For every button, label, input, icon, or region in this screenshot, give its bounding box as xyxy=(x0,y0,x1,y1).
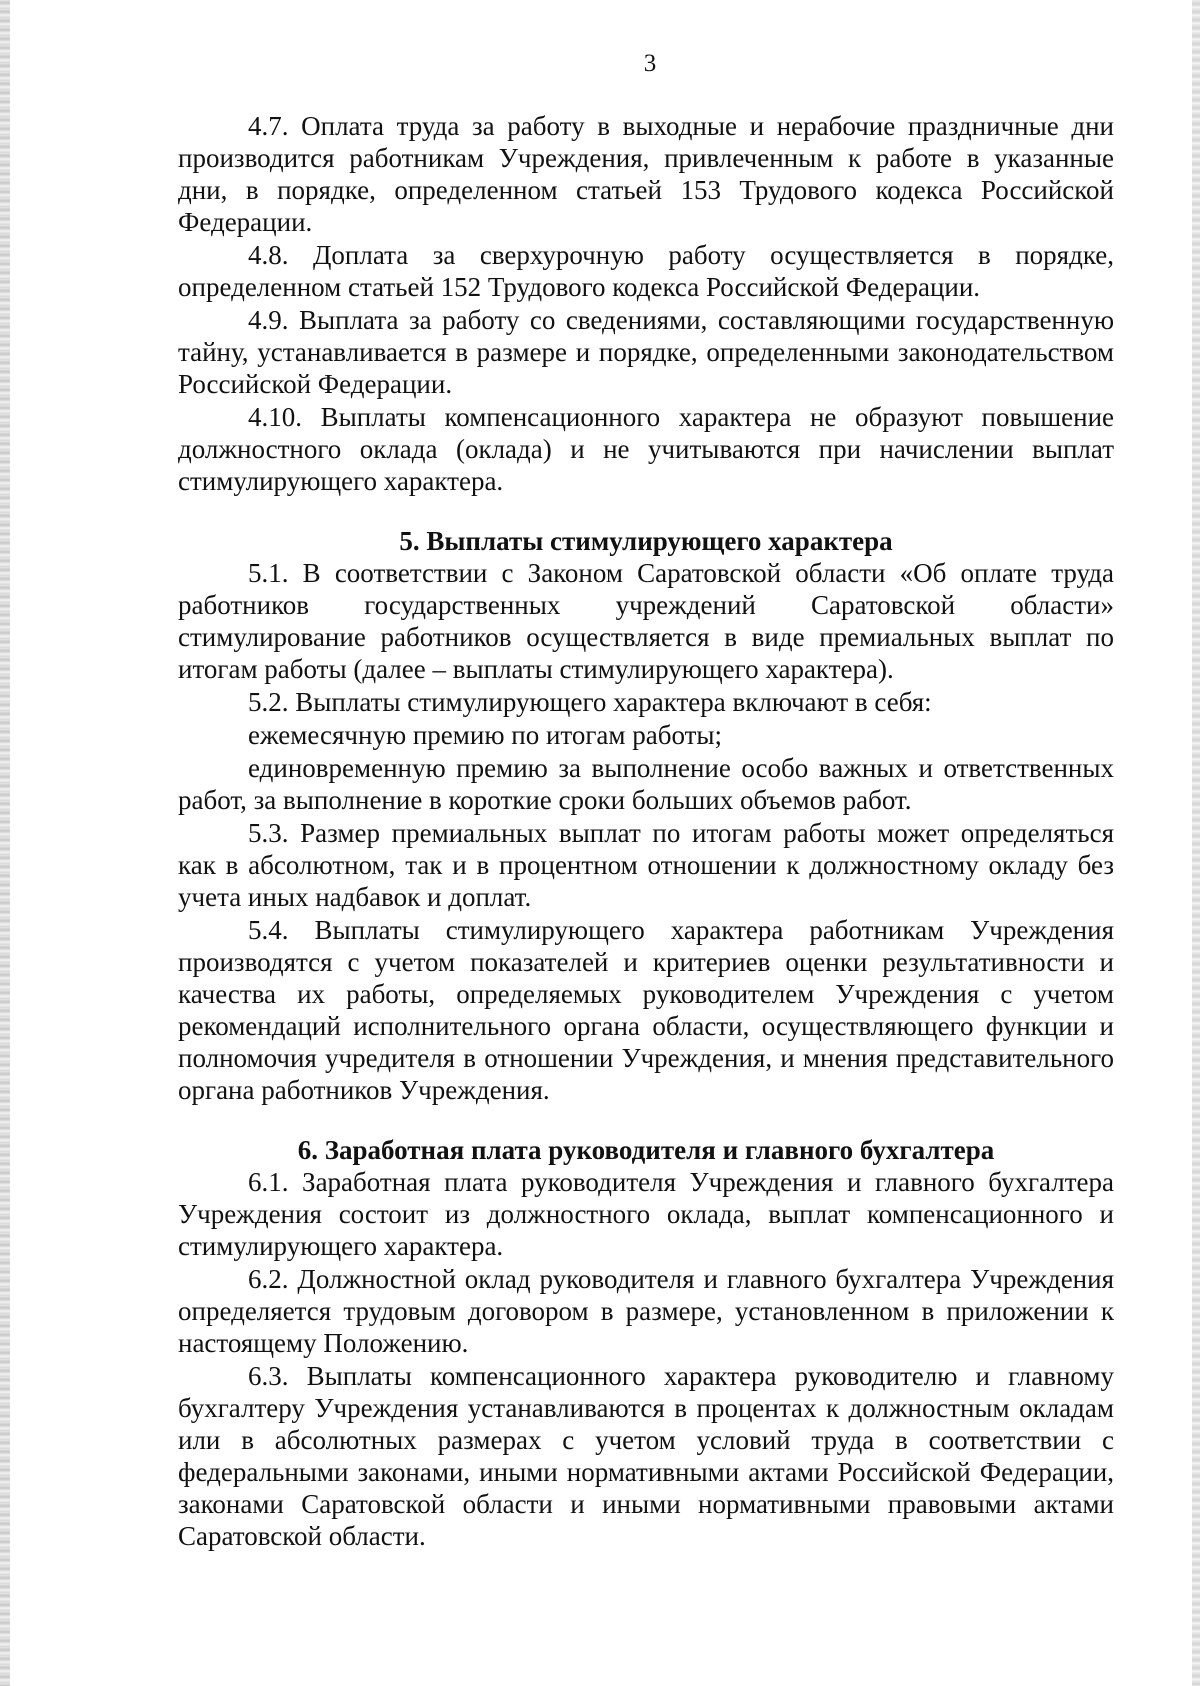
paragraph-5-1: 5.1. В соответствии с Законом Саратовской области «Об оплате труда работников государственных учреждений Саратовской области» стимулирование работников осуществляется в виде премиальных выплат по итогам работы (далее – выплаты стимулирующего характера). xyxy=(178,558,1114,684)
scan-edge-left xyxy=(0,0,10,1686)
scan-edge-right xyxy=(1192,0,1200,1686)
paragraph-5-2-item-1: ежемесячную премию по итогам работы; xyxy=(248,720,723,750)
document-page xyxy=(178,110,1114,1553)
paragraph-6-3: 6.3. Выплаты компенсационного характера руководителю и главному бухгалтеру Учреждения устанавливаются в процентах к должностным окладам или в абсолютных размерах с учетом условий труда в соответствии с федеральными законами, иными нормативными актами Российской Федерации, законами Саратовской области и иными нормативными правовыми актами Саратовской области. xyxy=(178,1361,1114,1551)
paragraph-4-8: 4.8. Доплата за сверхурочную работу осуществляется в порядке, определенном статьей 152 Трудового кодекса Российской Федерации. xyxy=(178,240,1114,302)
section-5-heading: 5. Выплаты стимулирующего характера xyxy=(399,526,893,556)
paragraph-6-1: 6.1. Заработная плата руководителя Учреждения и главного бухгалтера Учреждения состоит из должностного оклада, выплат компенсационного и стимулирующего характера. xyxy=(178,1167,1114,1261)
paragraph-4-9: 4.9. Выплата за работу со сведениями, составляющими государственную тайну, устанавливается в размере и порядке, определенными законодательством Российской Федерации. xyxy=(178,305,1114,399)
paragraph-5-2-item-2: единовременную премию за выполнение особо важных и ответственных работ, за выполнение в короткие сроки больших объемов работ. xyxy=(178,753,1114,815)
paragraph-6-2: 6.2. Должностной оклад руководителя и главного бухгалтера Учреждения определяется трудовым договором в размере, установленном в приложении к настоящему Положению. xyxy=(178,1264,1114,1358)
section-6-heading: 6. Заработная плата руководителя и главного бухгалтера xyxy=(297,1135,995,1165)
paragraph-5-4: 5.4. Выплаты стимулирующего характера работникам Учреждения производятся с учетом показателей и критериев оценки результативности и качества их работы, определяемых руководителем Учреждения с учетом рекомендаций исполнительного органа области, осуществляющего функции и полномочия учредителя в отношении Учреждения, и мнения представительного органа работников Учреждения. xyxy=(178,915,1114,1105)
page-number: 3 xyxy=(643,50,657,77)
paragraph-5-3: 5.3. Размер премиальных выплат по итогам работы может определяться как в абсолютном, так и в процентном отношении к должностному окладу без учета иных надбавок и доплат. xyxy=(178,818,1114,912)
paragraph-4-10: 4.10. Выплаты компенсационного характера не образуют повышение должностного оклада (оклада) и не учитываются при начислении выплат стимулирующего характера. xyxy=(178,402,1114,496)
paragraph-4-7: 4.7. Оплата труда за работу в выходные и нерабочие праздничные дни производится работникам Учреждения, привлеченным к работе в указанные дни, в порядке, определенном статьей 153 Трудового кодекса Российской Федерации. xyxy=(178,111,1114,237)
paragraph-5-2: 5.2. Выплаты стимулирующего характера включают в себя: xyxy=(248,687,932,717)
